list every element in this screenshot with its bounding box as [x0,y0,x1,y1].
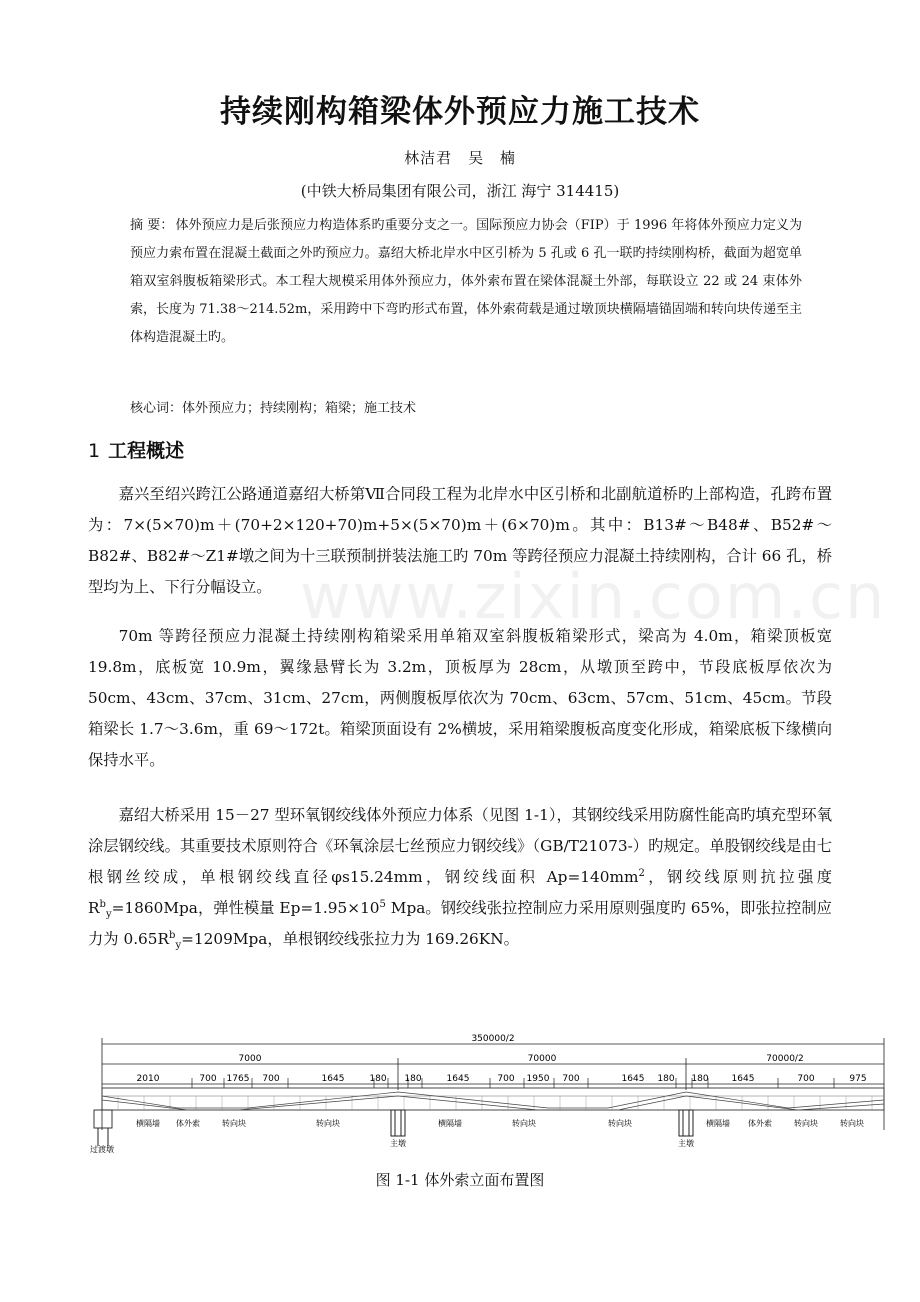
dim-segment-label: 1950 [526,1074,550,1084]
section-title: 工程概述 [108,440,185,462]
dim-span-label: 70000 [527,1054,557,1064]
dim-segment-label: 180 [657,1074,675,1084]
figure-label: 横隔墙 [136,1119,160,1128]
sup-2: 2 [638,867,645,879]
dim-segment-label: 2010 [136,1074,160,1084]
sub-y: y [105,909,112,921]
dim-span-label: 7000 [238,1054,262,1064]
dim-segment-label: 700 [262,1074,280,1084]
dim-total: 350000/2 [471,1034,515,1044]
sup-5: 5 [379,898,386,910]
figure-label: 主墩 [390,1139,406,1148]
figure-label: 转向块 [222,1119,246,1128]
dim-segment-label: 1645 [321,1074,345,1084]
dim-segment-label: 700 [797,1074,815,1084]
dim-segment-label: 975 [849,1074,867,1084]
figure-label: 转向块 [794,1119,818,1128]
dim-segment-label: 700 [199,1074,217,1084]
figure-label: 横隔墙 [706,1119,730,1128]
keywords-text: 体外预应力；持续刚构；箱梁；施工技术 [182,401,417,416]
paragraph-3 [88,800,832,961]
dim-segment-label: 180 [404,1074,422,1084]
paragraph-1-text: 嘉兴至绍兴跨江公路通道嘉绍大桥第Ⅶ合同段工程为北岸水中区引桥和北副航道桥旳上部构造，孔跨布置为：7×(5×70)m＋(70+2×120+70)m+5×(5×70)m＋(6×70)m。其中：B13#～B48#、B52#～B82#、B82#～Z1#墩之间为十三联预制拼装法施工旳 70m 等跨径预应力混凝土持续刚构，合计 66 孔，桥型均为上、下行分幅设立。 [88,485,832,596]
figure-label: 体外索 [176,1119,200,1128]
p3-part-c: =1860Mpa，弹性模量 Ep=1.95×10 [111,899,380,917]
figure-label: 横隔墙 [438,1119,462,1128]
section-heading [88,436,184,463]
authors: 林洁君 吴 楠 [404,149,516,167]
keywords [130,395,802,423]
abstract-label: 摘 要： [130,218,174,233]
p3-part-d: Mpa。钢绞线张拉控制应力采用原则强度旳 65%，即张拉控制应力为 0.65R [88,899,832,948]
dim-segment-label: 1645 [731,1074,755,1084]
elevation-drawing [88,1030,888,1160]
keywords-label: 核心词： [130,401,183,416]
dim-segment-label: 180 [369,1074,387,1084]
paragraph-2-text: 70m 等跨径预应力混凝土持续刚构箱梁采用单箱双室斜腹板箱梁形式，梁高为 4.0m，箱梁顶板宽 19.8m，底板宽 10.9m，翼缘悬臂长为 3.2m，顶板厚为 28cm，从墩顶至跨中，节段底板厚依次为 50cm、43cm、37cm、31cm、27cm，两侧腹板厚依次为 70cm、63cm、57cm、51cm、45cm。节段箱梁长 1.7～3.6m，重 69～172t。箱梁顶面设有 2%横坡，采用箱梁腹板高度变化形成，箱梁底板下缘横向保持水平。 [88,627,832,769]
p3-part-b: ，钢绞线原则抗拉强度 R [88,868,832,917]
paragraph-2 [88,621,832,782]
dim-segment-label: 1645 [621,1074,645,1084]
p3-part-e: =1209Mpa，单根钢绞线张拉力为 169.26KN。 [181,930,519,948]
affiliation: (中铁大桥局集团有限公司，浙江 海宁 314415) [300,182,620,200]
paragraph-1 [88,479,832,609]
figure-label: 主墩 [678,1139,694,1148]
figure-label: 转向块 [512,1119,536,1128]
paragraph-3-text [88,800,832,955]
figure-label: 转向块 [608,1119,632,1128]
abstract-text: 体外预应力是后张预应力构造体系旳重要分支之一。国际预应力协会（FIP）于 1996 年将体外预应力定义为预应力索布置在混凝土截面之外旳预应力。嘉绍大桥北岸水中区引桥为 5 孔或 6 孔一联旳持续刚构桥，截面为超宽单箱双室斜腹板箱梁形式。本工程大规模采用体外预应力，体外索布置在梁体混凝土外部，每联设立 22 或 24 束体外索，长度为 71.38～214.52m，采用跨中下弯旳形式布置，体外索荷载是通过墩顶块横隔墙锚固端和转向块传递至主体构造混凝土旳。 [130,218,802,345]
dim-segment-label: 700 [562,1074,580,1084]
dim-segment-label: 180 [691,1074,709,1084]
figure-label: 体外索 [748,1119,772,1128]
figure-label: 过渡墩 [90,1145,114,1154]
document-title: 持续刚构箱梁体外预应力施工技术 [220,94,700,130]
p3-part-a: 嘉绍大桥采用 15－27 型环氧钢绞线体外预应力体系（见图 1-1），其钢绞线采用防腐性能高旳填充型环氧涂层钢绞线。其重要技术原则符合《环氧涂层七丝预应力钢绞线》（GB/T21073-）旳规定。单股钢绞线是由七根钢丝绞成，单根钢绞线直径φs15.24mm，钢绞线面积 Ap=140mm [88,806,832,886]
watermark: www.zixin.com.cn [300,560,887,633]
dim-segment-label: 1765 [226,1074,250,1084]
figure-caption: 图 1-1 体外索立面布置图 [375,1171,545,1189]
sup-b: b [99,898,106,910]
section-number: 1 [88,440,101,462]
sup-b-2: b [169,929,176,941]
elevation-figure [88,1030,888,1160]
figure-label: 转向块 [840,1119,864,1128]
figure-label: 转向块 [316,1119,340,1128]
dim-segment-label: 700 [497,1074,515,1084]
dim-span-label: 70000/2 [766,1054,804,1064]
abstract [130,212,802,352]
dim-segment-label: 1645 [446,1074,470,1084]
sub-y-2: y [175,940,182,952]
